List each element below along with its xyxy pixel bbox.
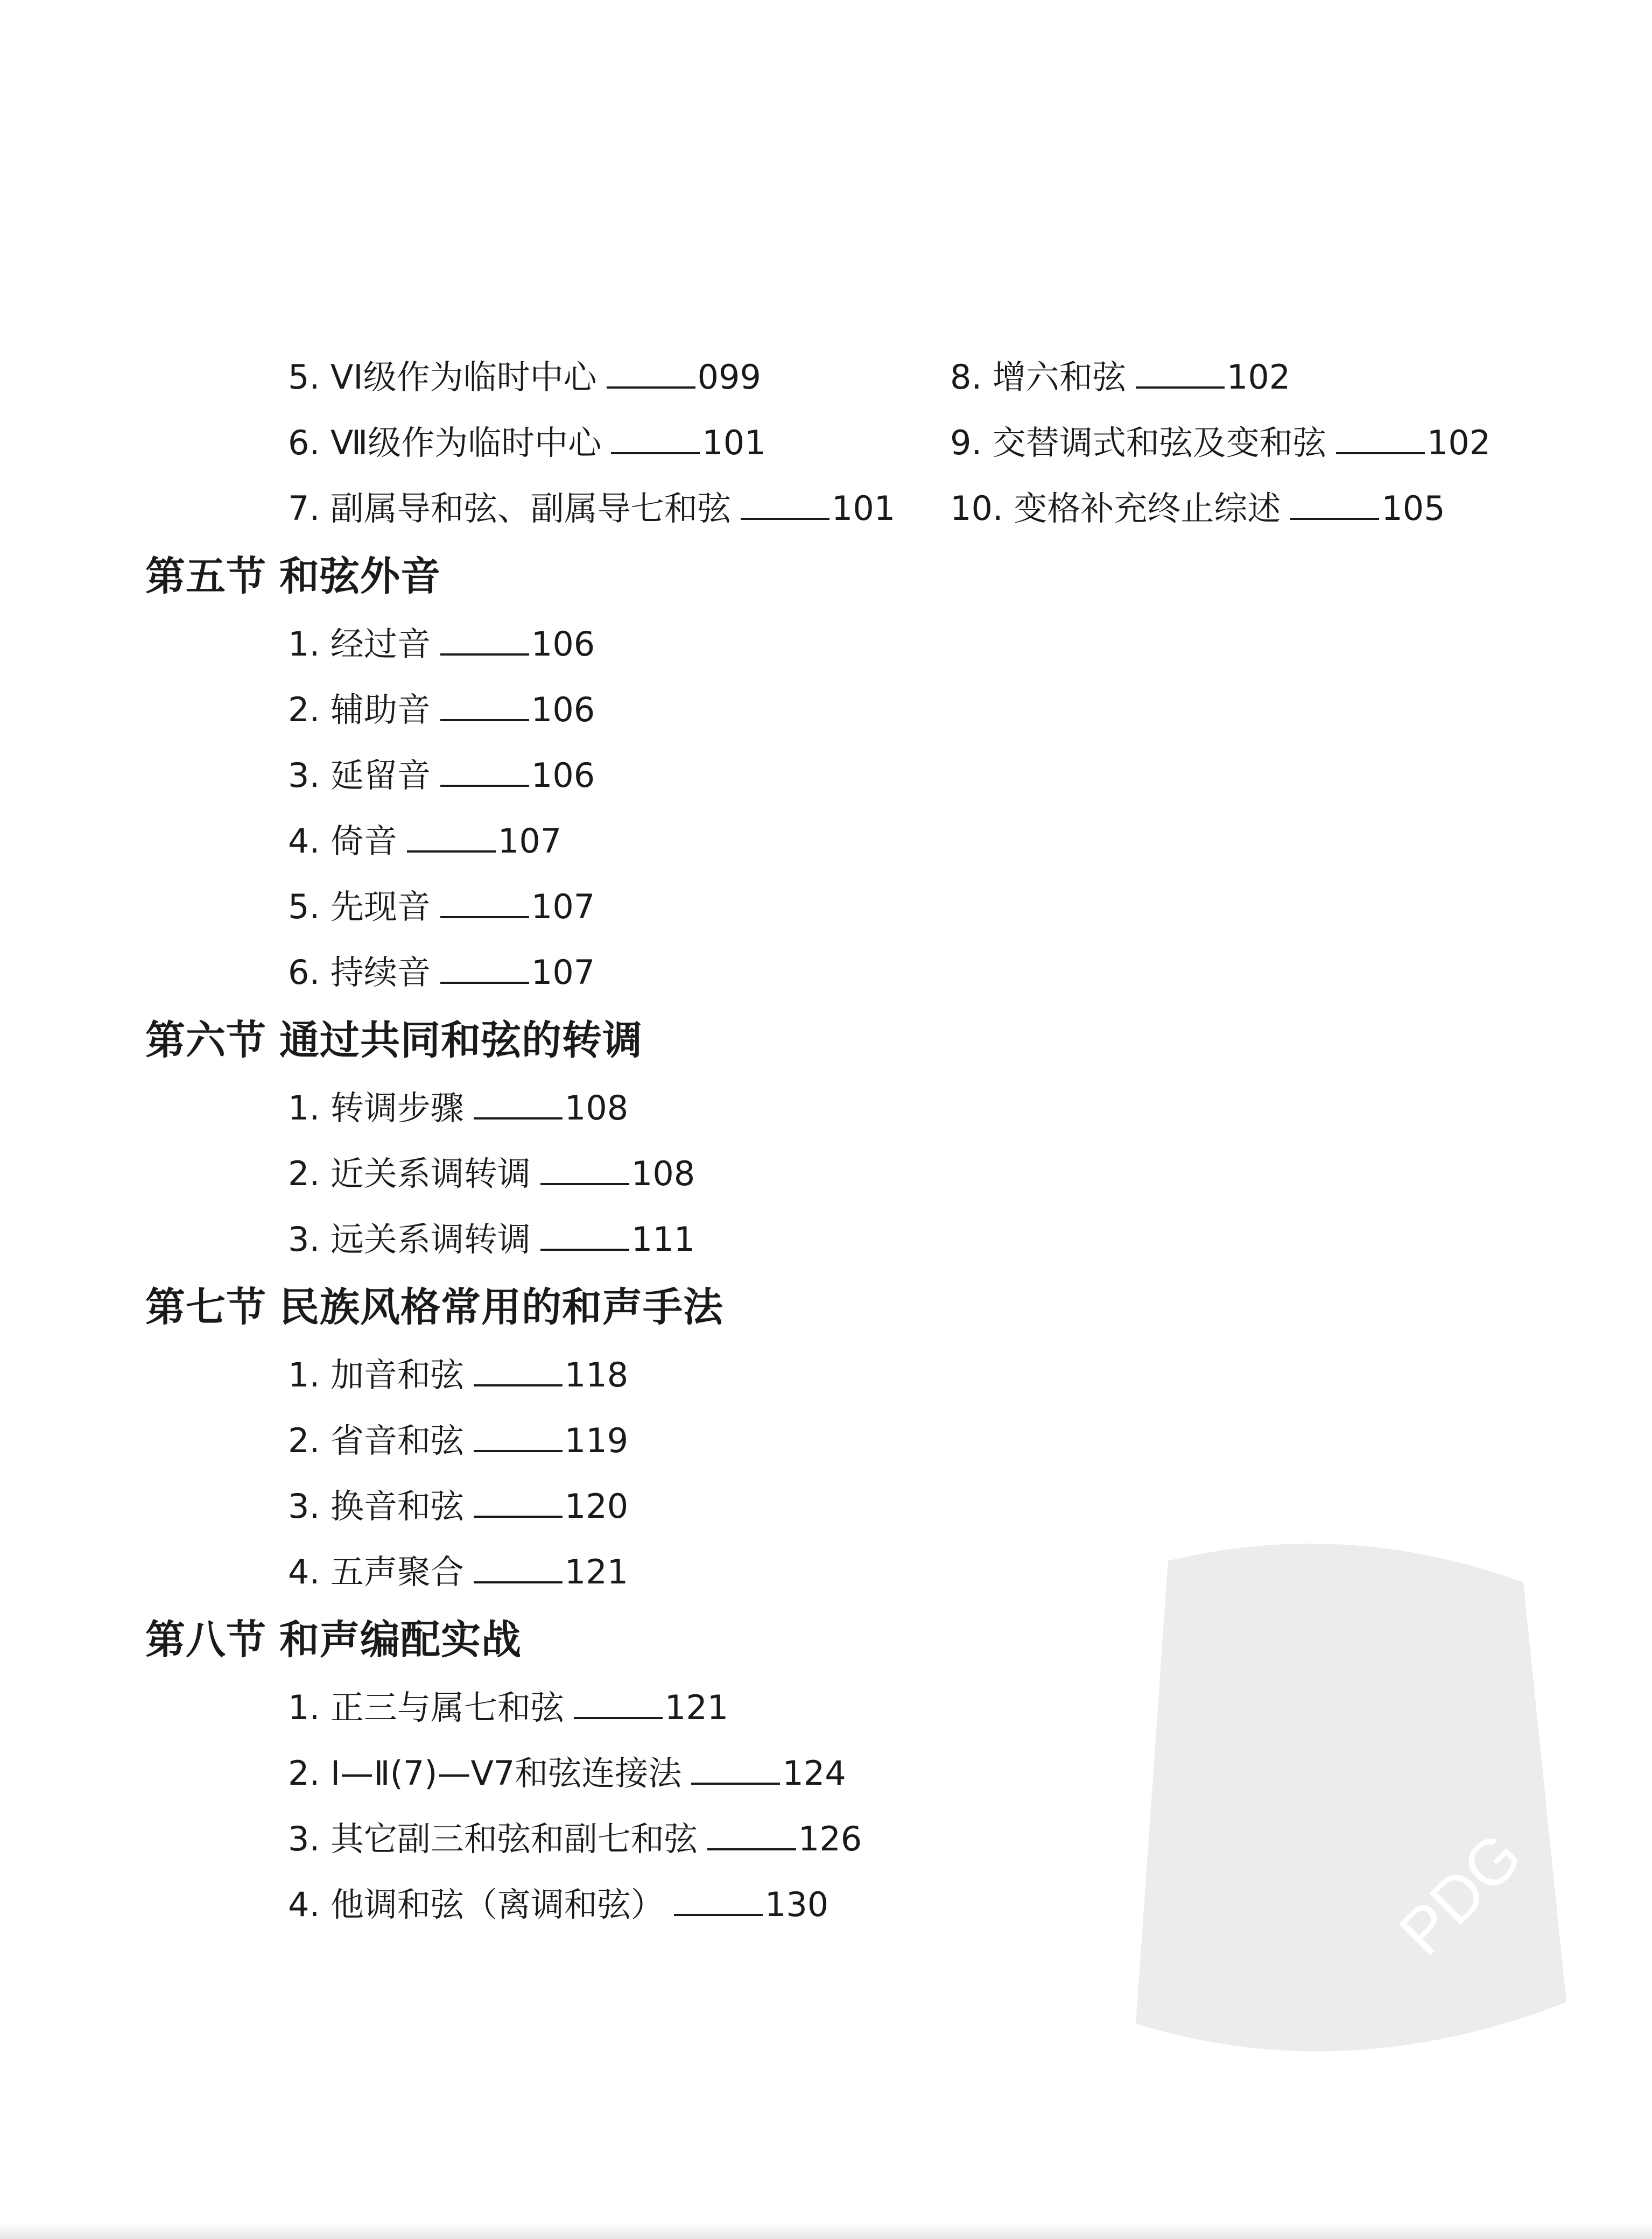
- leader-line: [691, 1783, 780, 1785]
- toc-entry[interactable]: [288, 940, 953, 1005]
- toc-entry[interactable]: [288, 1539, 953, 1605]
- section-title: 和声编配实战: [279, 1617, 522, 1663]
- scan-edge: [0, 2223, 1652, 2239]
- entry-title: 远关系调转调: [330, 1220, 531, 1259]
- entry-page-number: 107: [497, 821, 562, 861]
- watermark-text: PDG: [1385, 1819, 1536, 1969]
- toc-entry[interactable]: [288, 874, 953, 940]
- entry-title: 经过音: [330, 624, 431, 664]
- entry-number: 2.: [288, 1421, 320, 1460]
- entry-title: 增六和弦: [992, 357, 1126, 397]
- toc-entry[interactable]: [288, 611, 953, 677]
- entry-title: 先现音: [330, 887, 431, 926]
- entry-number: 1.: [288, 1688, 320, 1727]
- entry-title: VI级作为临时中心: [330, 357, 597, 397]
- toc-entry[interactable]: [288, 344, 953, 410]
- entry-title: 五声聚合: [330, 1552, 464, 1592]
- section-label: 第七节: [145, 1284, 266, 1330]
- leader-line: [611, 452, 700, 454]
- entry-number: 3.: [288, 1487, 320, 1526]
- section-heading: [145, 1272, 953, 1342]
- leader-line: [574, 1717, 663, 1719]
- entry-title: 倚音: [330, 821, 397, 861]
- entry-title: 变格补充终止综述: [1014, 489, 1281, 528]
- entry-title: 交替调式和弦及变和弦: [992, 423, 1326, 462]
- leader-line: [440, 719, 529, 721]
- seal-watermark-icon: [1103, 1518, 1588, 2078]
- entry-number: 1.: [288, 1088, 320, 1128]
- entry-number: 2.: [288, 690, 320, 729]
- entry-title: 其它副三和弦和副七和弦: [330, 1819, 698, 1858]
- entry-number: 7.: [288, 489, 320, 528]
- toc-entry[interactable]: [288, 1872, 953, 1938]
- entry-number: 4.: [288, 821, 320, 861]
- section-heading: [145, 1605, 953, 1675]
- toc-entry[interactable]: [288, 1342, 953, 1408]
- leader-line: [474, 1450, 563, 1452]
- entry-number: 9.: [950, 423, 982, 462]
- entry-title: 加音和弦: [330, 1355, 464, 1395]
- leader-line: [1336, 452, 1425, 454]
- toc-entry[interactable]: [950, 410, 1596, 476]
- section-title: 和弦外音: [279, 553, 441, 600]
- toc-entry[interactable]: [288, 1141, 953, 1207]
- entry-title: 持续音: [330, 953, 431, 992]
- entry-page-number: 130: [764, 1885, 829, 1924]
- leader-line: [1290, 518, 1379, 520]
- entry-page-number: 101: [702, 423, 766, 462]
- entry-number: 6.: [288, 953, 320, 992]
- entry-page-number: 108: [564, 1088, 629, 1128]
- leader-line: [440, 653, 529, 656]
- section-heading: [145, 1005, 953, 1075]
- section-label: 第六节: [145, 1017, 266, 1064]
- section-label: 第五节: [145, 553, 266, 600]
- toc-entry[interactable]: [288, 1207, 953, 1272]
- toc-entry[interactable]: [950, 344, 1596, 410]
- toc-entry[interactable]: [288, 1806, 953, 1872]
- toc-entry[interactable]: [288, 410, 953, 476]
- toc-entry[interactable]: [288, 1408, 953, 1474]
- entry-page-number: 118: [564, 1355, 629, 1395]
- entry-number: 3.: [288, 756, 320, 795]
- entry-title: Ⅶ级作为临时中心: [330, 423, 602, 462]
- toc-entry[interactable]: [288, 808, 953, 874]
- leader-line: [540, 1249, 629, 1251]
- entry-number: 10.: [950, 489, 1003, 528]
- entry-number: 1.: [288, 624, 320, 664]
- entry-page-number: 106: [531, 690, 595, 729]
- toc-entry[interactable]: [288, 476, 953, 541]
- leader-line: [1136, 386, 1225, 389]
- entry-title: 副属导和弦、副属导七和弦: [330, 489, 731, 528]
- entry-number: 5.: [288, 357, 320, 397]
- entry-number: 4.: [288, 1885, 320, 1924]
- leader-line: [474, 1581, 563, 1583]
- entry-number: 1.: [288, 1355, 320, 1395]
- toc-right-column: [950, 344, 1596, 541]
- toc-left-column: [145, 344, 953, 1938]
- entry-page-number: 107: [531, 953, 595, 992]
- entry-title: 正三与属七和弦: [330, 1688, 564, 1727]
- toc-entry[interactable]: [288, 743, 953, 808]
- entry-title: 延留音: [330, 756, 431, 795]
- leader-line: [474, 1516, 563, 1518]
- entry-page-number: 108: [631, 1154, 695, 1193]
- entry-page-number: 120: [564, 1487, 629, 1526]
- entry-page-number: 121: [664, 1688, 729, 1727]
- entry-page-number: 121: [564, 1552, 629, 1592]
- leader-line: [741, 518, 829, 520]
- entry-title: 换音和弦: [330, 1487, 464, 1526]
- entry-page-number: 101: [831, 489, 896, 528]
- entry-number: 5.: [288, 887, 320, 926]
- entry-title: Ⅰ—Ⅱ(7)—Ⅴ7和弦连接法: [330, 1754, 682, 1793]
- entry-number: 2.: [288, 1754, 320, 1793]
- toc-entry[interactable]: [288, 677, 953, 743]
- entry-page-number: 099: [697, 357, 761, 397]
- leader-line: [407, 850, 496, 853]
- entry-title: 他调和弦（离调和弦）: [330, 1885, 664, 1924]
- entry-number: 3.: [288, 1819, 320, 1858]
- leader-line: [440, 785, 529, 787]
- leader-line: [440, 916, 529, 918]
- section-heading: [145, 541, 953, 611]
- leader-line: [607, 386, 695, 389]
- toc-entry[interactable]: [288, 1075, 953, 1141]
- entry-page-number: 102: [1426, 423, 1491, 462]
- leader-line: [474, 1384, 563, 1386]
- entry-page-number: 119: [564, 1421, 629, 1460]
- leader-line: [474, 1117, 563, 1120]
- entry-number: 3.: [288, 1220, 320, 1259]
- entry-title: 辅助音: [330, 690, 431, 729]
- entry-number: 8.: [950, 357, 982, 397]
- leader-line: [540, 1183, 629, 1185]
- entry-number: 6.: [288, 423, 320, 462]
- entry-number: 4.: [288, 1552, 320, 1592]
- toc-entry[interactable]: [288, 1675, 953, 1741]
- entry-page-number: 111: [631, 1220, 695, 1259]
- entry-page-number: 106: [531, 756, 595, 795]
- entry-page-number: 107: [531, 887, 595, 926]
- entry-number: 2.: [288, 1154, 320, 1193]
- section-title: 民族风格常用的和声手法: [279, 1284, 723, 1330]
- toc-entry[interactable]: [288, 1741, 953, 1806]
- entry-page-number: 105: [1381, 489, 1445, 528]
- leader-line: [674, 1914, 763, 1916]
- entry-title: 近关系调转调: [330, 1154, 531, 1193]
- entry-title: 省音和弦: [330, 1421, 464, 1460]
- entry-title: 转调步骤: [330, 1088, 464, 1128]
- entry-page-number: 126: [798, 1819, 862, 1858]
- entry-page-number: 106: [531, 624, 595, 664]
- entry-page-number: 124: [782, 1754, 846, 1793]
- section-title: 通过共同和弦的转调: [279, 1017, 643, 1064]
- entry-page-number: 102: [1226, 357, 1291, 397]
- toc-entry[interactable]: [288, 1474, 953, 1539]
- leader-line: [440, 982, 529, 984]
- section-label: 第八节: [145, 1617, 266, 1663]
- leader-line: [707, 1848, 796, 1850]
- toc-entry[interactable]: [950, 476, 1596, 541]
